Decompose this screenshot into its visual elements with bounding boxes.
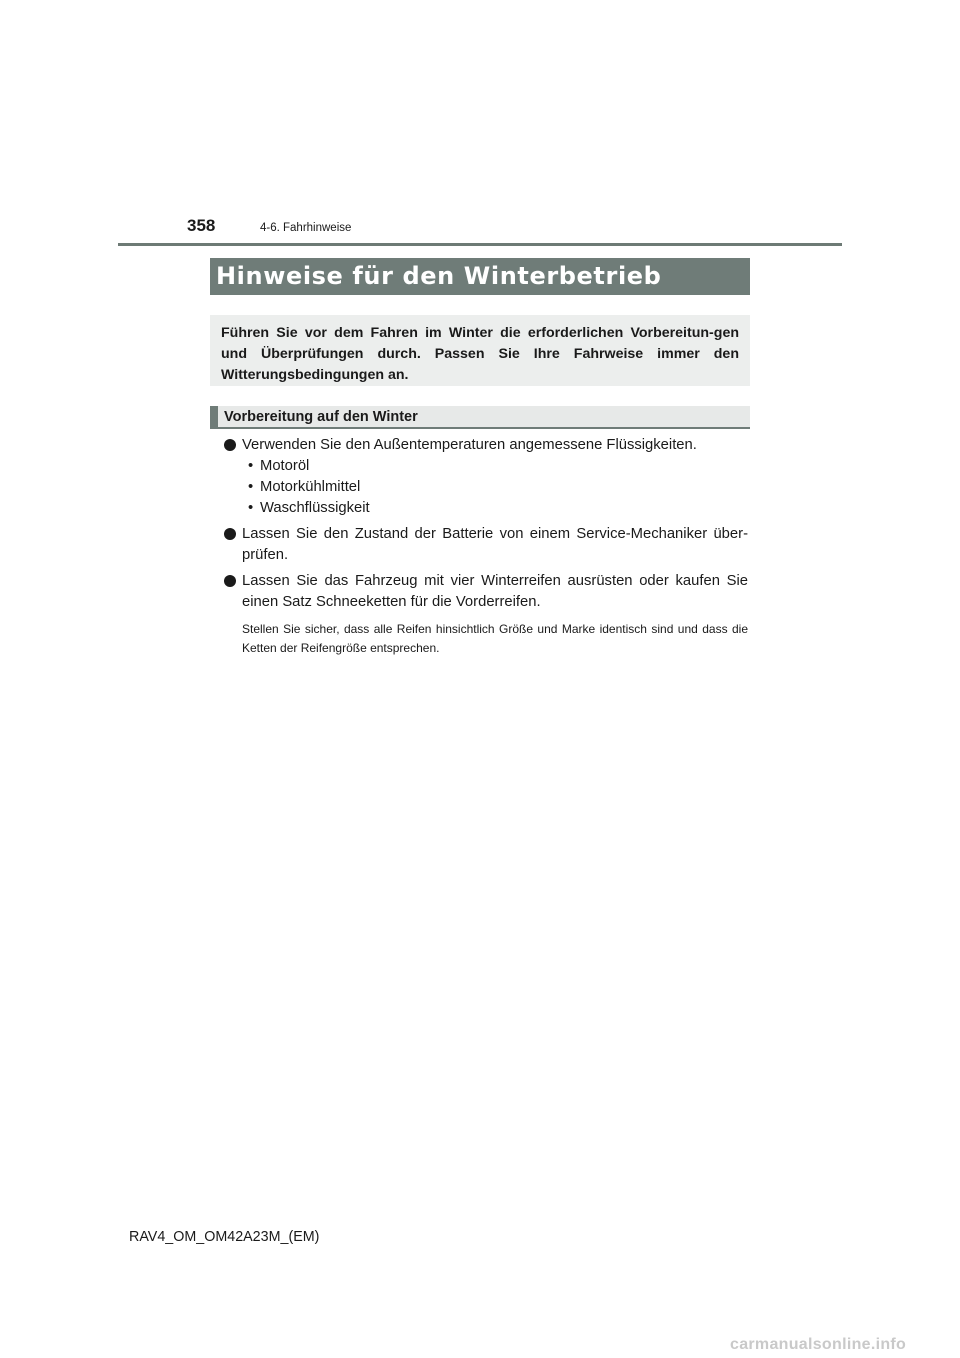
bullet-dot-icon xyxy=(224,439,236,451)
bullet-text: Verwenden Sie den Außentemperaturen angemessene Flüssigkeiten. xyxy=(242,437,697,453)
bullet-item xyxy=(222,435,748,456)
sub-bullet: • xyxy=(248,458,254,474)
header-divider xyxy=(118,243,842,246)
bullet-dot-icon xyxy=(224,528,236,540)
watermark: carmanualsonline.info xyxy=(730,1336,907,1353)
sub-item-text: Motoröl xyxy=(260,458,310,474)
list-item xyxy=(222,456,748,477)
sub-bullet: • xyxy=(248,479,254,495)
content-body xyxy=(222,435,748,658)
page-title: Hinweise für den Winterbetrieb xyxy=(216,262,662,290)
sub-bullet: • xyxy=(248,500,254,516)
sub-item-text: Motorkühlmittel xyxy=(260,479,361,495)
bullet-item xyxy=(222,524,748,566)
note-text: Stellen Sie sicher, dass alle Reifen hinsichtlich Größe und Marke identisch sind und dass die Ketten der Reifengröße entsprechen. xyxy=(242,622,748,655)
document-code: RAV4_OM_OM42A23M_(EM) xyxy=(129,1229,320,1245)
bullet-text: Lassen Sie das Fahrzeug mit vier Winterreifen ausrüsten oder kaufen Sie einen Satz Schneeketten für die Vorderreifen. xyxy=(242,573,748,610)
page-number: 358 xyxy=(187,216,216,235)
bullet-item xyxy=(222,571,748,613)
fluid-list xyxy=(222,456,748,519)
subheading-bar xyxy=(210,406,750,429)
subheading-accent xyxy=(210,406,218,427)
subheading-title: Vorbereitung auf den Winter xyxy=(224,409,418,425)
section-reference: 4-6. Fahrhinweise xyxy=(260,222,352,234)
list-item xyxy=(222,477,748,498)
page-title-bar xyxy=(210,258,750,295)
sub-item-text: Waschflüssigkeit xyxy=(260,500,370,516)
list-item xyxy=(222,498,748,519)
intro-box xyxy=(210,315,750,386)
bullet-text: Lassen Sie den Zustand der Batterie von einem Service-Mechaniker über-prüfen. xyxy=(242,526,748,563)
intro-text: Führen Sie vor dem Fahren im Winter die erforderlichen Vorbereitun-gen und Überprüfungen durch. Passen Sie Ihre Fahrweise immer den Witterungsbedingungen an. xyxy=(221,325,739,383)
bullet-dot-icon xyxy=(224,575,236,587)
